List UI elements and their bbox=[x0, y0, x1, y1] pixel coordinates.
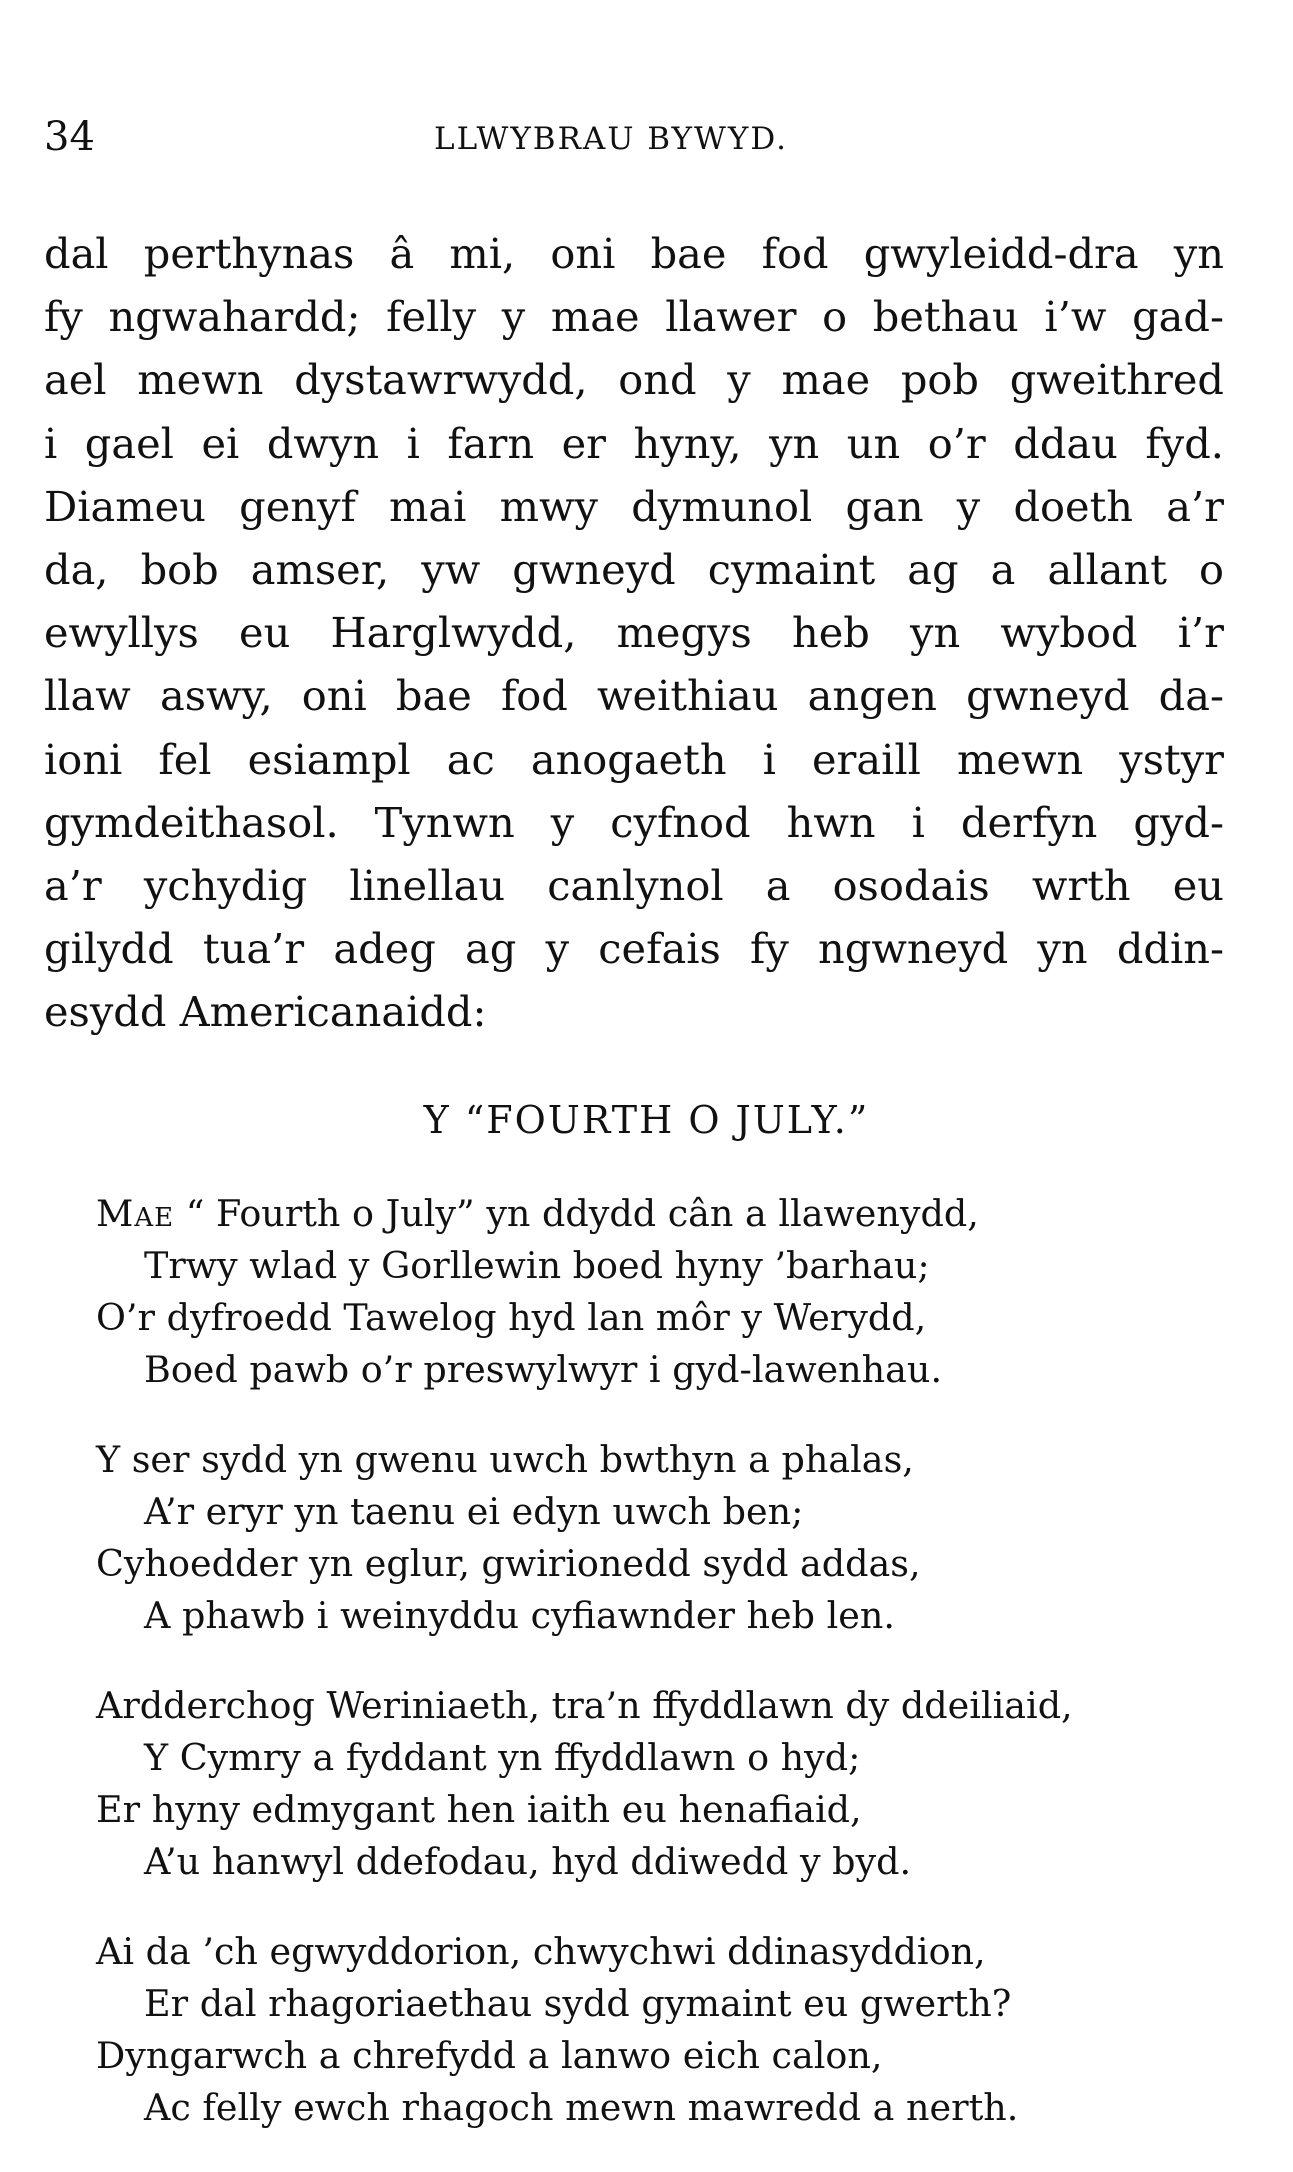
poem-line: Trwy wlad y Gorllewin boed hyny ’barhau; bbox=[144, 1244, 930, 1287]
poem-line: A phawb i weinyddu cyfiawnder heb len. bbox=[144, 1594, 895, 1637]
prose-line: a’r ychydig linellau canlynol a osodais wrth eu bbox=[44, 860, 1224, 910]
poem-line: Ardderchog Weriniaeth, tra’n ffyddlawn dy ddeiliaid, bbox=[96, 1684, 1073, 1727]
poem-line-text: “ Fourth o July” yn ddydd cân a llawenydd, bbox=[174, 1192, 979, 1235]
poem-line: Y ser sydd yn gwenu uwch bwthyn a phalas, bbox=[96, 1438, 914, 1481]
poem-line: Y Cymry a fyddant yn ffyddlawn o hyd; bbox=[144, 1736, 861, 1779]
poem-stanza bbox=[96, 1680, 1236, 1888]
prose-line-last: esydd Americanaidd: bbox=[44, 987, 487, 1037]
poem-line: Ai da ’ch egwyddorion, chwychwi ddinasyddion, bbox=[96, 1930, 986, 1973]
prose-line: da, bob amser, yw gwneyd cymaint ag a allant o bbox=[44, 544, 1224, 594]
prose-line: Diameu genyf mai mwy dymunol gan y doeth a’r bbox=[44, 481, 1224, 531]
prose-line: ioni fel esiampl ac anogaeth i eraill mewn ystyr bbox=[44, 734, 1224, 784]
prose-line: dal perthynas â mi, oni bae fod gwyleidd-dra yn bbox=[44, 229, 1224, 278]
prose-line: ewyllys eu Harglwydd, megys heb yn wybod i’r bbox=[44, 608, 1224, 658]
running-title: LLWYBRAU BYWYD. bbox=[434, 121, 788, 157]
prose-line: i gael ei dwyn i farn er hyny, yn un o’r ddau fyd. bbox=[44, 418, 1224, 468]
poem-line: A’u hanwyl ddefodau, hyd ddiwedd y byd. bbox=[144, 1840, 912, 1883]
poem-line: Dyngarwch a chrefydd a lanwo eich calon, bbox=[96, 2034, 883, 2077]
poem-stanza bbox=[96, 1188, 1236, 1396]
running-head bbox=[44, 112, 1224, 162]
poem-line: Er hyny edmygant hen iaith eu henafiaid, bbox=[96, 1788, 862, 1831]
poem-stanza bbox=[96, 1434, 1236, 1642]
poem-stanza bbox=[96, 1926, 1236, 2134]
poem bbox=[96, 1188, 1236, 2172]
poem-line bbox=[96, 1188, 1236, 1240]
poem-line: Boed pawb o’r preswylwyr i gyd-lawenhau. bbox=[144, 1348, 943, 1391]
poem-line: A’r eryr yn taenu ei edyn uwch ben; bbox=[144, 1490, 804, 1533]
prose-line: gilydd tua’r adeg ag y cefais fy ngwneyd yn ddin- bbox=[44, 924, 1224, 974]
poem-title: Y “FOURTH O JULY.” bbox=[423, 1098, 870, 1142]
poem-line: Er dal rhagoriaethau sydd gymaint eu gwerth? bbox=[144, 1982, 1012, 2025]
prose-line: gymdeithasol. Tynwn y cyfnod hwn i derfyn gyd- bbox=[44, 797, 1224, 847]
poem-line: Ac felly ewch rhagoch mewn mawredd a nerth. bbox=[144, 2086, 1019, 2129]
prose-line: llaw aswy, oni bae fod weithiau angen gwneyd da- bbox=[44, 671, 1224, 721]
poem-first-word: Mae bbox=[96, 1192, 175, 1235]
poem-line: O’r dyfroedd Tawelog hyd lan môr y Werydd, bbox=[96, 1296, 927, 1339]
prose-line: fy ngwahardd; felly y mae llawer o bethau i’w gad- bbox=[44, 292, 1224, 342]
poem-line: Cyhoedder yn eglur, gwirionedd sydd addas, bbox=[96, 1542, 921, 1585]
prose-paragraph bbox=[44, 222, 1224, 1043]
prose-line: ael mewn dystawrwydd, ond y mae pob gweithred bbox=[44, 355, 1224, 405]
page-number: 34 bbox=[44, 114, 95, 160]
